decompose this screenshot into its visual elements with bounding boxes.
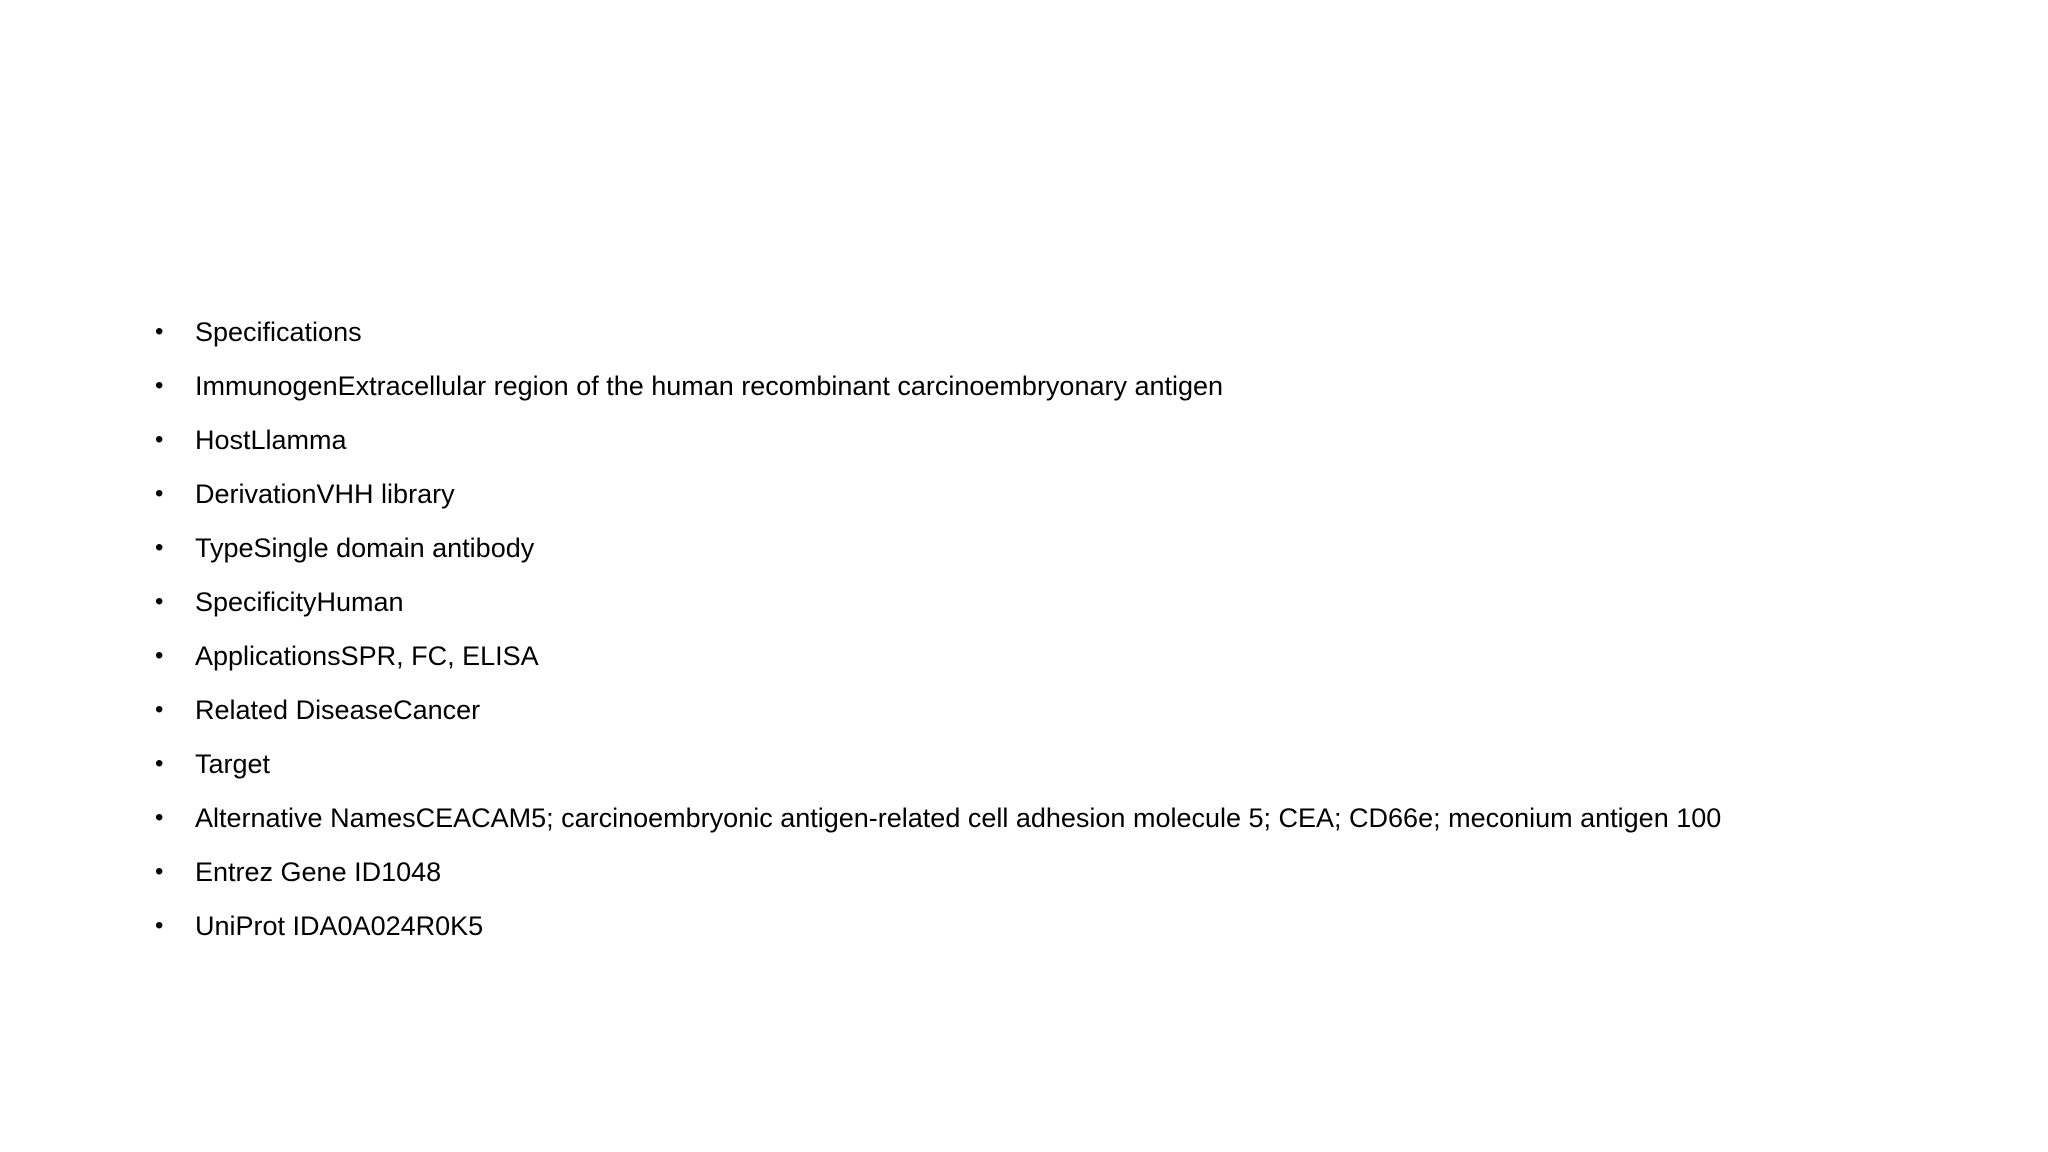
bullet-icon: • — [155, 426, 164, 453]
bullet-text-applications: ApplicationsSPR, FC, ELISA — [195, 641, 539, 671]
list-item — [155, 467, 2005, 521]
list-item — [155, 413, 2005, 467]
bullet-text-alternative-names: Alternative NamesCEACAM5; carcinoembryonic antigen-related cell adhesion molecule 5; CEA; CD66e; meconium antigen 100 — [195, 803, 1722, 833]
bullet-icon: • — [155, 372, 164, 399]
bullet-icon: • — [155, 750, 164, 777]
list-item — [155, 845, 2005, 899]
bullet-icon: • — [155, 642, 164, 669]
bullet-text-uniprot-id: UniProt IDA0A024R0K5 — [195, 911, 484, 941]
bullet-icon: • — [155, 534, 164, 561]
list-item — [155, 305, 2005, 359]
bullet-list — [155, 305, 2005, 953]
list-item — [155, 629, 2005, 683]
bullet-icon: • — [155, 318, 164, 345]
bullet-text-specifications: Specifications — [195, 317, 362, 347]
list-item — [155, 359, 2005, 413]
bullet-text-specificity: SpecificityHuman — [195, 587, 404, 617]
bullet-text-target: Target — [195, 749, 271, 779]
bullet-text-host: HostLlamma — [195, 425, 347, 455]
bullet-icon: • — [155, 480, 164, 507]
list-item — [155, 521, 2005, 575]
list-item — [155, 899, 2005, 953]
bullet-icon: • — [155, 588, 164, 615]
list-item — [155, 791, 2005, 845]
bullet-icon: • — [155, 804, 164, 831]
bullet-icon: • — [155, 858, 164, 885]
list-item — [155, 683, 2005, 737]
list-item — [155, 575, 2005, 629]
bullet-text-entrez-gene-id: Entrez Gene ID1048 — [195, 857, 442, 887]
bullet-text-type: TypeSingle domain antibody — [195, 533, 535, 563]
list-item — [155, 737, 2005, 791]
bullet-icon: • — [155, 912, 164, 939]
bullet-text-derivation: DerivationVHH library — [195, 479, 455, 509]
bullet-text-immunogen: ImmunogenExtracellular region of the human recombinant carcinoembryonary antigen — [195, 371, 1224, 401]
bullet-icon: • — [155, 696, 164, 723]
bullet-text-related-disease: Related DiseaseCancer — [195, 695, 481, 725]
